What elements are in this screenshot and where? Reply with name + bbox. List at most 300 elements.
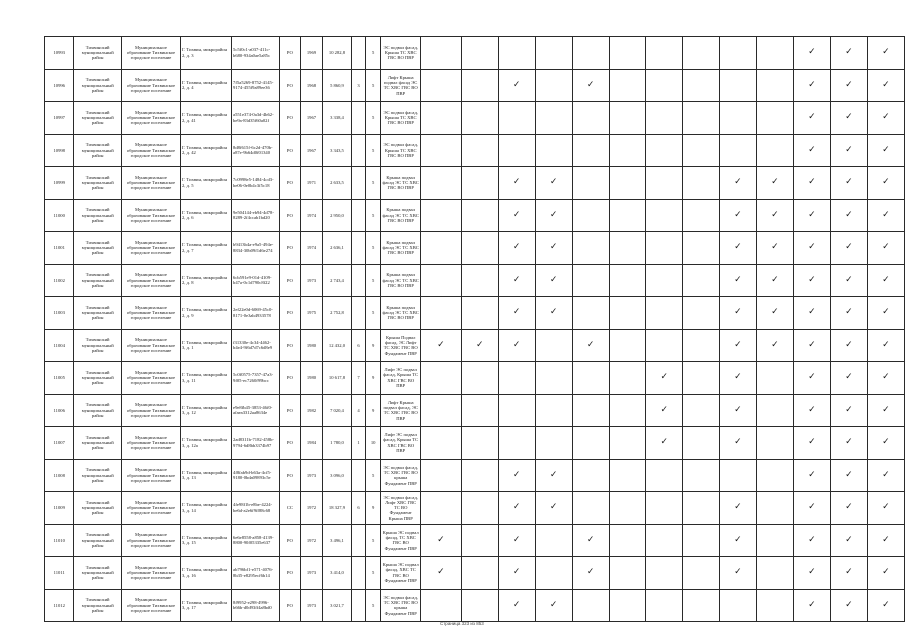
work-type-cell bbox=[646, 232, 683, 265]
work-type-cell bbox=[719, 134, 756, 167]
guid-cell: 2ef22e0d-6069-45c0-8171-0e3ab4933578 bbox=[232, 297, 280, 330]
work-type-cell bbox=[830, 589, 867, 622]
work-type-cell bbox=[867, 264, 904, 297]
checkmark-icon: ✓ bbox=[512, 599, 521, 610]
area-cell: 3 096,0 bbox=[322, 459, 351, 492]
works-list-cell: Крыша Подвал фасад, ЭС Лифт ТС ХВС ГВС ВО Фундамент ПВР bbox=[381, 329, 420, 362]
work-type-cell bbox=[535, 199, 572, 232]
year-cell: 1984 bbox=[301, 427, 323, 460]
checkmark-icon: ✓ bbox=[845, 372, 853, 383]
checkmark-icon: ✓ bbox=[586, 79, 595, 90]
work-type-cell bbox=[830, 69, 867, 102]
value-a-cell: 7 bbox=[352, 362, 366, 395]
municipality-cell: Муниципальное образование Тихвинское городское поселение bbox=[121, 362, 180, 395]
checkmark-icon: ✓ bbox=[586, 534, 595, 545]
checkmark-icon: ✓ bbox=[512, 534, 521, 545]
checkmark-icon: ✓ bbox=[845, 502, 853, 513]
checkmark-icon: ✓ bbox=[512, 469, 521, 480]
checkmark-icon: ✓ bbox=[549, 502, 558, 513]
work-type-cell bbox=[830, 102, 867, 135]
checkmark-icon: ✓ bbox=[512, 307, 521, 318]
row-id: 11003 bbox=[45, 297, 74, 330]
work-type-cell bbox=[719, 264, 756, 297]
work-type-cell bbox=[719, 69, 756, 102]
work-type-cell bbox=[572, 297, 609, 330]
municipality-cell: Муниципальное образование Тихвинское городское поселение bbox=[121, 394, 180, 427]
work-type-cell bbox=[867, 427, 904, 460]
checkmark-icon: ✓ bbox=[771, 177, 779, 188]
work-type-cell bbox=[572, 557, 609, 590]
address-cell: Г. Тихвин, микрорайон 3, д. 11 bbox=[180, 362, 231, 395]
work-type-cell bbox=[867, 557, 904, 590]
work-type-cell bbox=[646, 37, 683, 70]
work-type-cell bbox=[756, 102, 793, 135]
checkmark-icon: ✓ bbox=[549, 242, 558, 253]
value-a-cell bbox=[352, 199, 366, 232]
area-cell: 2 950,0 bbox=[322, 199, 351, 232]
checkmark-icon: ✓ bbox=[586, 567, 595, 578]
work-type-cell bbox=[646, 134, 683, 167]
municipality-cell: Муниципальное образование Тихвинское городское поселение bbox=[121, 492, 180, 525]
works-list-cell: Лифт ЭС подвал фасад, Крыша ТС ХВС ГВС ВО ПВР bbox=[381, 427, 420, 460]
row-id: 11006 bbox=[45, 394, 74, 427]
work-type-cell bbox=[420, 427, 461, 460]
checkmark-icon: ✓ bbox=[549, 209, 558, 220]
work-type-cell bbox=[420, 232, 461, 265]
work-type-cell bbox=[683, 557, 720, 590]
municipality-cell: Муниципальное образование Тихвинское городское поселение bbox=[121, 199, 180, 232]
work-type-cell bbox=[535, 362, 572, 395]
work-type-cell bbox=[756, 167, 793, 200]
table-row bbox=[45, 199, 905, 232]
work-type-cell bbox=[535, 69, 572, 102]
area-cell: 1 780,0 bbox=[322, 427, 351, 460]
area-cell: 2 633,5 bbox=[322, 167, 351, 200]
guid-cell: 4f8fab9d-b63a-4cf5-9180-0bda09893c5e bbox=[232, 459, 280, 492]
checkmark-icon: ✓ bbox=[734, 209, 742, 220]
checkmark-icon: ✓ bbox=[808, 534, 816, 545]
checkmark-icon: ✓ bbox=[882, 242, 890, 253]
work-type-cell bbox=[756, 394, 793, 427]
work-type-cell bbox=[683, 394, 720, 427]
checkmark-icon: ✓ bbox=[734, 339, 742, 350]
checkmark-icon: ✓ bbox=[734, 177, 742, 188]
district-cell: Тихвинский муниципальный район bbox=[74, 394, 122, 427]
work-type-cell bbox=[572, 427, 609, 460]
work-type-cell bbox=[420, 329, 461, 362]
table-row bbox=[45, 167, 905, 200]
address-cell: Г. Тихвин, микрорайон 2, д. 3 bbox=[180, 37, 231, 70]
work-type-cell bbox=[683, 524, 720, 557]
checkmark-icon: ✓ bbox=[882, 177, 890, 188]
municipality-cell: Муниципальное образование Тихвинское городское поселение bbox=[121, 589, 180, 622]
guid-cell: 5c0f0575-7357-47a3-9f05-ec7260f99bcc bbox=[232, 362, 280, 395]
works-list-cell: Лифт ЭС подвал фасад, Крыша ТС ХВС ГВС ВО ПВР bbox=[381, 362, 420, 395]
work-type-cell bbox=[609, 199, 646, 232]
table-row bbox=[45, 427, 905, 460]
fund-form-cell: РО bbox=[279, 459, 301, 492]
municipality-cell: Муниципальное образование Тихвинское городское поселение bbox=[121, 264, 180, 297]
work-type-cell bbox=[461, 199, 498, 232]
works-list-cell: Крыша подвал фасад ЭС ТС ХВС ГВС ВО ПВР bbox=[381, 232, 420, 265]
work-type-cell bbox=[867, 199, 904, 232]
checkmark-icon: ✓ bbox=[845, 79, 853, 90]
works-list-cell: Крыша подвал фасад ЭС ТС ХВС ГВС ВО ПВР bbox=[381, 167, 420, 200]
value-a-cell bbox=[352, 264, 366, 297]
works-list-cell: Крыша подвал фасад ЭС ТС ХВС ГВС ВО ПВР bbox=[381, 264, 420, 297]
work-type-cell bbox=[646, 427, 683, 460]
work-type-cell bbox=[535, 589, 572, 622]
work-type-cell bbox=[646, 557, 683, 590]
works-list-cell: Лифт Крыша подвал фасад, ЭС ТС ХВС ГВС ВО ПВР bbox=[381, 394, 420, 427]
district-cell: Тихвинский муниципальный район bbox=[74, 264, 122, 297]
work-type-cell bbox=[683, 329, 720, 362]
area-cell: 3 021,7 bbox=[322, 589, 351, 622]
checkmark-icon: ✓ bbox=[734, 534, 742, 545]
checkmark-icon: ✓ bbox=[882, 274, 890, 285]
work-type-cell bbox=[609, 394, 646, 427]
checkmark-icon: ✓ bbox=[512, 177, 521, 188]
guid-cell: 6cb591e9-01d-4109-b47a-0c1d790c8f22 bbox=[232, 264, 280, 297]
checkmark-icon: ✓ bbox=[882, 79, 890, 90]
work-type-cell bbox=[646, 459, 683, 492]
work-type-cell bbox=[683, 589, 720, 622]
area-cell: 5 860,9 bbox=[322, 69, 351, 102]
work-type-cell bbox=[535, 329, 572, 362]
year-cell: 1973 bbox=[301, 589, 323, 622]
work-type-cell bbox=[756, 232, 793, 265]
year-cell: 1974 bbox=[301, 199, 323, 232]
work-type-cell bbox=[830, 264, 867, 297]
works-list-cell: ЭС подвал фасад, ТС ХВС ГВС ВО крыша Фундамент ПВР bbox=[381, 459, 420, 492]
year-cell: 1980 bbox=[301, 329, 323, 362]
guid-cell: 7c0998e5-1484-4cd3-be06-0e0b4c3f5c18 bbox=[232, 167, 280, 200]
address-cell: Г. Тихвин, микрорайон 3, д. 16 bbox=[180, 557, 231, 590]
work-type-cell bbox=[461, 167, 498, 200]
district-cell: Тихвинский муниципальный район bbox=[74, 102, 122, 135]
guid-cell: e9e8fb45-3853-46f0-afaea3312aa8634e bbox=[232, 394, 280, 427]
work-type-cell bbox=[719, 394, 756, 427]
work-type-cell bbox=[609, 459, 646, 492]
district-cell: Тихвинский муниципальный район bbox=[74, 329, 122, 362]
guid-cell: f31330e-4c34-4462-b4e4-9f6d7d7c6d8e9 bbox=[232, 329, 280, 362]
work-type-cell bbox=[498, 362, 535, 395]
work-type-cell bbox=[420, 589, 461, 622]
work-type-cell bbox=[867, 329, 904, 362]
checkmark-icon: ✓ bbox=[808, 437, 816, 448]
work-type-cell bbox=[609, 102, 646, 135]
value-a-cell: 6 bbox=[352, 492, 366, 525]
address-cell: Г. Тихвин, микрорайон 2, д. 8 bbox=[180, 264, 231, 297]
checkmark-icon: ✓ bbox=[845, 567, 853, 578]
checkmark-icon: ✓ bbox=[437, 567, 445, 578]
work-type-cell bbox=[867, 232, 904, 265]
work-type-cell bbox=[420, 69, 461, 102]
work-type-cell bbox=[461, 232, 498, 265]
work-type-cell bbox=[609, 329, 646, 362]
work-type-cell bbox=[719, 362, 756, 395]
guid-cell: 2ad8311b-7182-458b-9794-6d8bb3374b97 bbox=[232, 427, 280, 460]
checkmark-icon: ✓ bbox=[808, 112, 816, 123]
fund-form-cell: РО bbox=[279, 589, 301, 622]
checkmark-icon: ✓ bbox=[437, 534, 445, 545]
work-type-cell bbox=[498, 524, 535, 557]
work-type-cell bbox=[756, 524, 793, 557]
checkmark-icon: ✓ bbox=[512, 567, 521, 578]
work-type-cell bbox=[683, 232, 720, 265]
work-type-cell bbox=[793, 459, 830, 492]
address-cell: Г. Тихвин, микрорайон 2, д. 4 bbox=[180, 69, 231, 102]
work-type-cell bbox=[867, 492, 904, 525]
work-type-cell bbox=[420, 524, 461, 557]
checkmark-icon: ✓ bbox=[845, 47, 853, 58]
year-cell: 1969 bbox=[301, 37, 323, 70]
work-type-cell bbox=[461, 589, 498, 622]
work-type-cell bbox=[756, 134, 793, 167]
guid-cell: ab796bf1-e571-4076-8b35-e8295ecf6b14 bbox=[232, 557, 280, 590]
municipality-cell: Муниципальное образование Тихвинское городское поселение bbox=[121, 102, 180, 135]
floors-cell: 5 bbox=[365, 167, 381, 200]
municipality-cell: Муниципальное образование Тихвинское городское поселение bbox=[121, 297, 180, 330]
fund-form-cell: РО bbox=[279, 232, 301, 265]
checkmark-icon: ✓ bbox=[771, 242, 779, 253]
work-type-cell bbox=[867, 69, 904, 102]
work-type-cell bbox=[572, 167, 609, 200]
checkmark-icon: ✓ bbox=[845, 339, 853, 350]
work-type-cell bbox=[498, 232, 535, 265]
work-type-cell bbox=[572, 102, 609, 135]
work-type-cell bbox=[461, 69, 498, 102]
checkmark-icon: ✓ bbox=[512, 242, 521, 253]
checkmark-icon: ✓ bbox=[660, 437, 669, 448]
value-a-cell bbox=[352, 589, 366, 622]
work-type-cell bbox=[461, 427, 498, 460]
work-type-cell bbox=[572, 264, 609, 297]
work-type-cell bbox=[498, 492, 535, 525]
work-type-cell bbox=[420, 102, 461, 135]
works-list-cell: Крыша подвал фасад ЭС ТС ХВС ГВС ВО ПВР bbox=[381, 297, 420, 330]
work-type-cell bbox=[572, 589, 609, 622]
work-type-cell bbox=[830, 199, 867, 232]
work-type-cell bbox=[609, 492, 646, 525]
work-type-cell bbox=[646, 524, 683, 557]
district-cell: Тихвинский муниципальный район bbox=[74, 427, 122, 460]
floors-cell: 5 bbox=[365, 37, 381, 70]
work-type-cell bbox=[420, 199, 461, 232]
work-type-cell bbox=[535, 394, 572, 427]
work-type-cell bbox=[756, 492, 793, 525]
value-a-cell bbox=[352, 459, 366, 492]
checkmark-icon: ✓ bbox=[845, 307, 853, 318]
checkmark-icon: ✓ bbox=[845, 437, 853, 448]
work-type-cell bbox=[461, 557, 498, 590]
work-type-cell bbox=[867, 297, 904, 330]
work-type-cell bbox=[793, 199, 830, 232]
floors-cell: 9 bbox=[365, 492, 381, 525]
work-type-cell bbox=[498, 297, 535, 330]
work-type-cell bbox=[609, 134, 646, 167]
value-a-cell bbox=[352, 557, 366, 590]
work-type-cell bbox=[719, 167, 756, 200]
work-type-cell bbox=[420, 264, 461, 297]
work-type-cell bbox=[498, 459, 535, 492]
works-list-cell: ЭС подвал фасад, Крыша ТС ХВС ГВС ВО ПВР bbox=[381, 102, 420, 135]
year-cell: 1973 bbox=[301, 264, 323, 297]
checkmark-icon: ✓ bbox=[771, 209, 779, 220]
work-type-cell bbox=[461, 264, 498, 297]
work-type-cell bbox=[830, 362, 867, 395]
municipality-cell: Муниципальное образование Тихвинское городское поселение bbox=[121, 557, 180, 590]
work-type-cell bbox=[609, 264, 646, 297]
work-type-cell bbox=[830, 167, 867, 200]
work-type-cell bbox=[646, 69, 683, 102]
work-type-cell bbox=[420, 394, 461, 427]
address-cell: Г. Тихвин, микрорайон 3, д. 12 bbox=[180, 394, 231, 427]
fund-form-cell: РО bbox=[279, 329, 301, 362]
row-id: 10999 bbox=[45, 167, 74, 200]
work-type-cell bbox=[535, 167, 572, 200]
work-type-cell bbox=[609, 37, 646, 70]
area-cell: 2 743,4 bbox=[322, 264, 351, 297]
row-id: 11012 bbox=[45, 589, 74, 622]
work-type-cell bbox=[535, 264, 572, 297]
municipality-cell: Муниципальное образование Тихвинское городское поселение bbox=[121, 329, 180, 362]
checkmark-icon: ✓ bbox=[734, 307, 742, 318]
year-cell: 1975 bbox=[301, 297, 323, 330]
work-type-cell bbox=[867, 459, 904, 492]
area-cell: 2 636,1 bbox=[322, 232, 351, 265]
guid-cell: b9413b4a-e9a5-494e-8834-30b09f1d6e274 bbox=[232, 232, 280, 265]
checkmark-icon: ✓ bbox=[808, 372, 816, 383]
checkmark-icon: ✓ bbox=[586, 339, 595, 350]
table-row bbox=[45, 459, 905, 492]
row-id: 11000 bbox=[45, 199, 74, 232]
municipality-cell: Муниципальное образование Тихвинское городское поселение bbox=[121, 459, 180, 492]
work-type-cell bbox=[420, 167, 461, 200]
checkmark-icon: ✓ bbox=[845, 404, 853, 415]
work-type-cell bbox=[793, 329, 830, 362]
area-cell: 10 617,8 bbox=[322, 362, 351, 395]
municipality-cell: Муниципальное образование Тихвинское городское поселение bbox=[121, 232, 180, 265]
guid-cell: 8d8f615f-6c2d-470b-a87e-9b64d0f01340 bbox=[232, 134, 280, 167]
work-type-cell bbox=[683, 69, 720, 102]
checkmark-icon: ✓ bbox=[549, 274, 558, 285]
checkmark-icon: ✓ bbox=[771, 274, 779, 285]
checkmark-icon: ✓ bbox=[437, 339, 445, 350]
work-type-cell bbox=[830, 394, 867, 427]
address-cell: Г. Тихвин, микрорайон 2, д. 7 bbox=[180, 232, 231, 265]
table-row bbox=[45, 232, 905, 265]
address-cell: Г. Тихвин, микрорайон 2, д. 6 bbox=[180, 199, 231, 232]
municipality-cell: Муниципальное образование Тихвинское городское поселение bbox=[121, 167, 180, 200]
work-type-cell bbox=[793, 589, 830, 622]
value-a-cell bbox=[352, 37, 366, 70]
year-cell: 1967 bbox=[301, 102, 323, 135]
work-type-cell bbox=[756, 557, 793, 590]
work-type-cell bbox=[646, 362, 683, 395]
work-type-cell bbox=[609, 69, 646, 102]
checkmark-icon: ✓ bbox=[660, 372, 669, 383]
checkmark-icon: ✓ bbox=[845, 242, 853, 253]
checkmark-icon: ✓ bbox=[512, 274, 521, 285]
table-row bbox=[45, 134, 905, 167]
work-type-cell bbox=[572, 37, 609, 70]
table-row bbox=[45, 557, 905, 590]
checkmark-icon: ✓ bbox=[808, 274, 816, 285]
checkmark-icon: ✓ bbox=[808, 242, 816, 253]
checkmark-icon: ✓ bbox=[808, 502, 816, 513]
page-footer: Страница 323 из 853 bbox=[440, 621, 484, 626]
checkmark-icon: ✓ bbox=[845, 599, 853, 610]
year-cell: 1973 bbox=[301, 459, 323, 492]
work-type-cell bbox=[461, 134, 498, 167]
work-type-cell bbox=[646, 199, 683, 232]
checkmark-icon: ✓ bbox=[882, 372, 890, 383]
checkmark-icon: ✓ bbox=[512, 209, 521, 220]
checkmark-icon: ✓ bbox=[549, 307, 558, 318]
work-type-cell bbox=[572, 394, 609, 427]
work-type-cell bbox=[572, 362, 609, 395]
address-cell: Г. Тихвин, микрорайон 3, д. 17 bbox=[180, 589, 231, 622]
checkmark-icon: ✓ bbox=[734, 567, 742, 578]
work-type-cell bbox=[756, 297, 793, 330]
table-row bbox=[45, 329, 905, 362]
work-type-cell bbox=[609, 362, 646, 395]
table-row bbox=[45, 394, 905, 427]
work-type-cell bbox=[609, 167, 646, 200]
work-type-cell bbox=[420, 134, 461, 167]
floors-cell: 5 bbox=[365, 524, 381, 557]
work-type-cell bbox=[461, 459, 498, 492]
row-id: 11010 bbox=[45, 524, 74, 557]
work-type-cell bbox=[830, 329, 867, 362]
work-type-cell bbox=[867, 394, 904, 427]
work-type-cell bbox=[683, 297, 720, 330]
work-type-cell bbox=[609, 427, 646, 460]
checkmark-icon: ✓ bbox=[808, 307, 816, 318]
work-type-cell bbox=[646, 264, 683, 297]
work-type-cell bbox=[535, 492, 572, 525]
row-id: 11001 bbox=[45, 232, 74, 265]
area-cell: 18 327,9 bbox=[322, 492, 351, 525]
year-cell: 1971 bbox=[301, 167, 323, 200]
municipality-cell: Муниципальное образование Тихвинское городское поселение bbox=[121, 37, 180, 70]
fund-form-cell: РО bbox=[279, 362, 301, 395]
district-cell: Тихвинский муниципальный район bbox=[74, 492, 122, 525]
work-type-cell bbox=[683, 427, 720, 460]
work-type-cell bbox=[756, 459, 793, 492]
district-cell: Тихвинский муниципальный район bbox=[74, 297, 122, 330]
value-a-cell bbox=[352, 134, 366, 167]
area-cell: 12 432,0 bbox=[322, 329, 351, 362]
work-type-cell bbox=[867, 362, 904, 395]
row-id: 11008 bbox=[45, 459, 74, 492]
checkmark-icon: ✓ bbox=[808, 79, 816, 90]
work-type-cell bbox=[461, 102, 498, 135]
work-type-cell bbox=[867, 134, 904, 167]
year-cell: 1974 bbox=[301, 232, 323, 265]
year-cell: 1973 bbox=[301, 557, 323, 590]
checkmark-icon: ✓ bbox=[882, 144, 890, 155]
work-type-cell bbox=[756, 199, 793, 232]
work-type-cell bbox=[830, 297, 867, 330]
year-cell: 1982 bbox=[301, 394, 323, 427]
work-type-cell bbox=[793, 69, 830, 102]
checkmark-icon: ✓ bbox=[808, 567, 816, 578]
checkmark-icon: ✓ bbox=[549, 469, 558, 480]
row-id: 10997 bbox=[45, 102, 74, 135]
work-type-cell bbox=[867, 524, 904, 557]
